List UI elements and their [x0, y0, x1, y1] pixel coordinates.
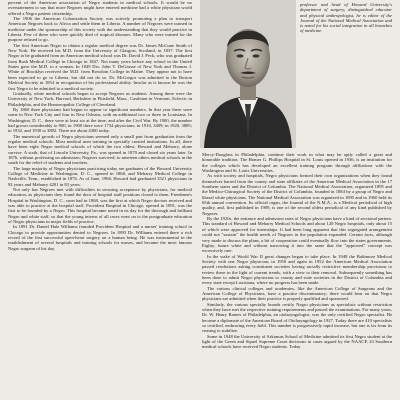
paragraph: The large majority of Negro physicians practicing today are graduates of the Howard University College of Medicine in Washington, D. C., opened in 1868, and Meharry Medical College in Nashville, Tenn., established in 1876. As of June, 1960, Howard had graduated 3521 physicians in 92 years and Meharry 4201 in 83 years.: [8, 165, 192, 187]
paragraph: Gradually, white medical schools began to accept Negroes as students. Among these were the University of New York, Harvard, Berkshire in Pittsfield, Mass., Castleton in Vermont, Eclectic in Philadelphia, and the Homoeopathic College of Cleveland.: [8, 90, 192, 107]
portrait-photo: [200, 0, 296, 148]
left-column-text: [8, 0, 192, 400]
paragraph: Not only has Negroes met with difficulties in securing acceptance by physicians, for medical education, as physicians they found the door of hospital staff positions closed to them. Freedmen's Hospital in Washington, D. C., soon had in 1868, was the first at which Negro doctors received and was able to practice at the hospital staff. Provident Hospital in Chicago, opened in 1891, was the first to be founded by a Negro. This hospital became noted in its day for the thorough and brilliant Negro and white staff, so that the young interns of all races went on to the postgraduate education of Negro physicians in major fields of practice.: [8, 187, 192, 225]
paragraph: The various clinical colleges and academies, like the American College of Surgeons and the American College of Physicians, have a practice discriminatory; there would bear on that Negro physicians are admitted when their practice is properly qualified and sponsored.: [202, 285, 392, 302]
paragraph: Some in 1948 the University of Arkansas School of Medicine admitted its first Negro student at the light of the Green and Sipuel Supreme Court decisions in cases argued by the NAACP, 23 Southern medical schools have received Negro students. Today: [202, 333, 392, 350]
photo-caption: [300, 2, 392, 152]
portrait-illustration: [200, 0, 296, 148]
paragraph: By the 1920s, the entrance and admission rates of Negro physicians have a kind of sectional pattern. This standard of Howard and Meharry Medical Schools and about 120 Negro hospitals, only about 15 of which were approved for internships. It had been long apparent that this segregated arrangement could not "sustain" the health needs of Negroes in the population expanded. Certain facts, although very made to discuss the plans, a bit of cooperation could eventually flow into the states governments. Eighty, future white and without narrowing it into the same that the "approved" concept was excessively rare.: [202, 216, 392, 254]
paragraph: The 1906 the American Colonization Society was actively promoting a plan to transport American Negroes back to Africa and settle them in Liberia. A number of Negroes were trained in medicine under the sponsorship of this society with the understanding that they would practice in Liberia. Few of these who were quickly died of tropical diseases. Many who were trained for the purpose refused to go.: [8, 16, 192, 43]
caption-text: professor and head of Howard University's department of surgery, distinguished educator and physical anthropologist, he is editor of the Journal of the National Medical Association and is noted for his social integration in all branches of medicine.: [300, 2, 392, 34]
paragraph: In the wake of World War II great changes began to take place. In 1948 the Baltimore Medical Society with one Negro physician; in 1950 and again in 1952 the American Medical Association passed resolutions asking constituent societies having racially restrictive membership provisions to review these in the light of current trends, with a view to their removal. Subsequently something has been done to admit Negro physicians to county and state societies in the District of Columbia and every state except Louisiana, where no progress has been made.: [202, 253, 392, 286]
paragraph: The numerical growth of Negro physicians seemed only a small part from graduation from the regular medical schools. Most medical men training in specially created institutions. In all, there have been eight Negro medical schools of which the two oldest, Howard and Meharry, alone survive. A sixth, that of Lincoln University, Pa., was opened in 1870 and closed six years later. In 1876, without professing on admission; Negroes survived; to nineteen others medical schools in the south for the relief of students and teachers.: [8, 133, 192, 166]
paragraph: The first American Negro to obtain a regular medical degree was Dr. James McCune Smith of New York. He received his M.D. from the University of Glasgow, Scotland, in 1837. The first Negro to be graduated from an American medical school was Dr. David J. Peck, who was graduated from Rush Medical College in Chicago in 1847. Not many years before any school in the United States gave the M.D. to a woman. In 1849 Drs. John V. DeGrasse of New York and Thomas J. White of Brooklyn received the M.D. from Bowdoin College in Maine. They appear not to have been expected to go to Liberia, but did not do so. Dr. McGregor was admitted to the Boston Medical Society in 1854 in recognition of his professional ability. Insofar as is known he was the first Negro to be admitted to a medical society.: [8, 42, 192, 91]
right-column-text: [202, 152, 392, 400]
paragraph: Mercy-Douglass in Philadelphia, continue their work in what may be aptly called a great and honorable tradition. The Homer G. Phillips Hospital in St. Louis opened in 1936, is an institution for the colleges which has developed an excellent training program through affiliations with the Washington and St. Louis Universities.: [202, 152, 392, 174]
paragraph: As with society and hospitals, Negro physicians formed their own organizations when they found themselves barred from the county and state affiliates of the American Medical Association in the 17 Southern states and the District of Columbia. The National Medical Association, organized 1895 and the Medico-Chirurgical Society of the District of Columbia, founded in 1884 by a group of Negro and liberal white physicians. The National Medical Association was organized in 1895 and in 1960 held its 65th annual convention. Its official organ, the Journal of the N.M.A., is a Medical periodical of high quality, and, first published in 1909, is one of the second oldest periodical of any kind published by Negroes.: [202, 173, 392, 216]
paragraph: percent of the American association of Negro students in medical schools. It would be no overstatement to say that more Negroes might have entered medicine had a white physician world offered a Negro patient citizenship.: [8, 0, 192, 16]
paragraph: In 1891 Dr. Daniel Hale Williams founded Provident Hospital and a nurses' training school in Chicago to provide opportunities denied to Negroes. In 1893 Dr. Williams entered there a rich record of the first successful open-heart surgery on a human being. He was instrumental in the establishment of several hospitals and training schools for nurses, and became the most famous Negro surgeon of his day.: [8, 224, 192, 251]
paragraph: By 1860 three physicians had begun to appear to significant numbers. In that year there were some in New York City and four in New Orleans, with an additional two or three in Louisiana. In Washington, D. C., there were at least six at the time, and after the Civil War. By 1900, the number had grown considerably to 900, in 1900 there were 1734 physicians; in 1910, 3409; in 1920, 3885; in 1932, and 1930 to 3802. There are about 4300 today.: [8, 106, 192, 134]
paragraph: Similarly, the various specialty boards certify Negro physicians as specialists without restriction when they have met the respective training requirements and passed the examinations. For many years, Dr. W. Henry Barnes of Philadelphia, an otolaryngologist, was the only certified Negro specialist. He became a diplomate of the American Board of Otolaryngology in 1927. Today there are 410 specialists so certified, embracing every field. This number is progressively rapid increase, but one is far from its ceasing to stabilize.: [202, 301, 392, 334]
